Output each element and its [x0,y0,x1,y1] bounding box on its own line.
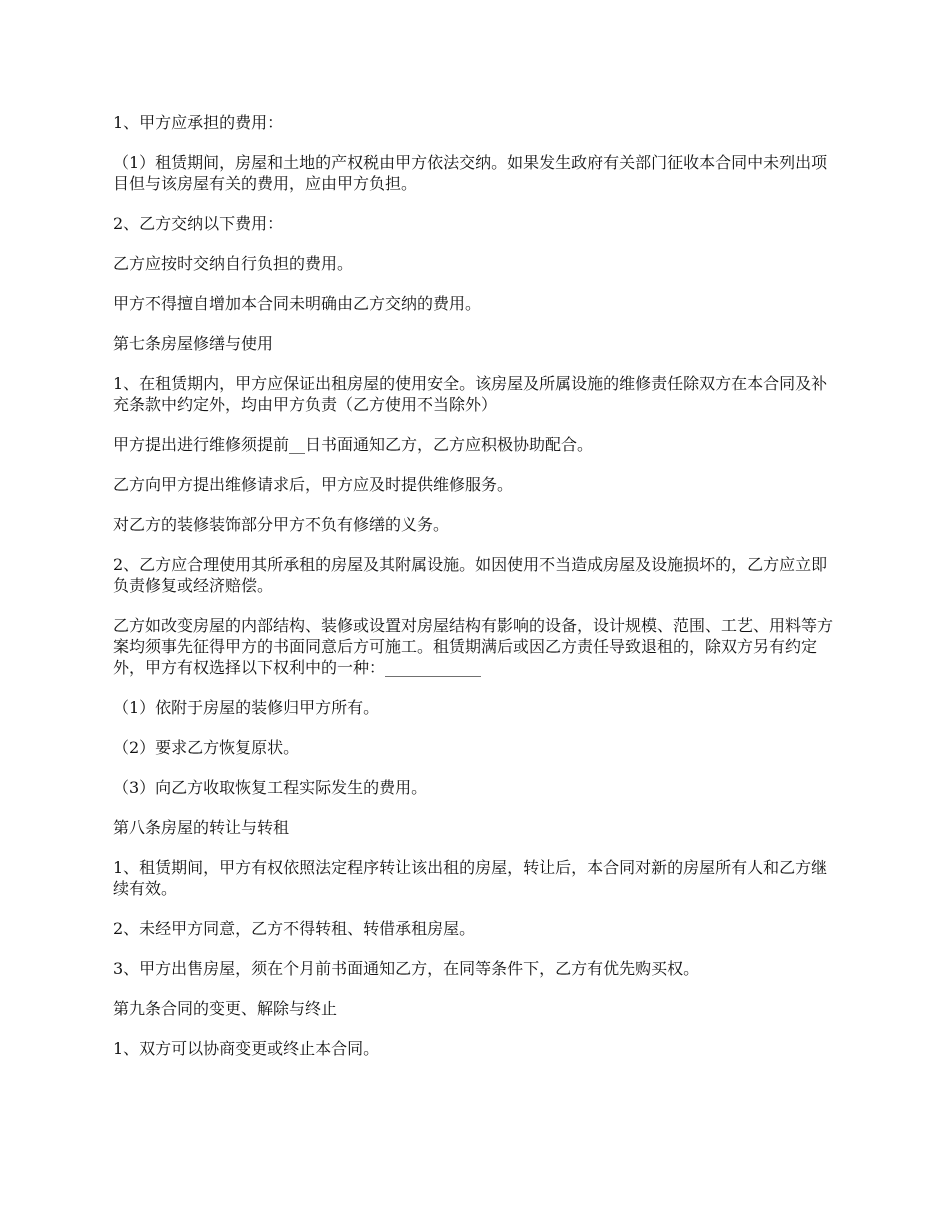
paragraph-proper-use: 2、乙方应合理使用其所承租的房屋及其附属设施。如因使用不当造成房屋及设施损坏的，乙方应立即负责修复或经济赔偿。 [113,555,828,595]
paragraph-expenses-party-a-heading: 1、甲方应承担的费用： [113,113,284,132]
paragraph-structural-changes: 乙方如改变房屋的内部结构、装修或设置对房屋结构有影响的设备，设计规模、范围、工艺、用料等方案均须事先征得甲方的书面同意后方可施工。租赁期满后或因乙方责任导致退租的，除双方另有约定外，甲方有权选择以下权利中的一种：____________ [113,616,834,677]
paragraph-option-1: （1）依附于房屋的装修归甲方所有。 [113,698,380,717]
paragraph-maintenance-responsibility: 1、在租赁期内，甲方应保证出租房屋的使用安全。该房屋及所属设施的维修责任除双方在本合同及补充条款中约定外，均由甲方负责（乙方使用不当除外） [113,374,828,414]
paragraph-option-3: （3）向乙方收取恢复工程实际发生的费用。 [113,778,428,797]
section-heading-article-9: 第九条合同的变更、解除与终止 [113,999,338,1018]
paragraph-maintenance-request: 乙方向甲方提出维修请求后，甲方应及时提供维修服务。 [113,475,514,494]
paragraph-mutual-termination: 1、双方可以协商变更或终止本合同。 [113,1039,380,1058]
document-body [113,112,841,1078]
paragraph-transfer-rights: 1、租赁期间，甲方有权依照法定程序转让该出租的房屋，转让后，本合同对新的房屋所有人和乙方继续有效。 [113,858,828,898]
section-heading-article-8: 第八条房屋的转让与转租 [113,818,290,837]
paragraph-no-sublease: 2、未经甲方同意，乙方不得转租、转借承租房屋。 [113,919,476,938]
paragraph-party-b-pay-on-time: 乙方应按时交纳自行负担的费用。 [113,254,354,273]
paragraph-decoration-exclusion: 对乙方的装修装饰部分甲方不负有修缮的义务。 [113,515,450,534]
paragraph-no-extra-fees: 甲方不得擅自增加本合同未明确由乙方交纳的费用。 [113,294,482,313]
paragraph-preemptive-right: 3、甲方出售房屋，须在个月前书面通知乙方，在同等条件下，乙方有优先购买权。 [113,959,700,978]
section-heading-article-7: 第七条房屋修缮与使用 [113,334,274,353]
paragraph-maintenance-notice: 甲方提出进行维修须提前__日书面通知乙方，乙方应积极协助配合。 [113,435,594,454]
paragraph-property-tax: （1）租赁期间，房屋和土地的产权税由甲方依法交纳。如果发生政府有关部门征收本合同中未列出项目但与该房屋有关的费用，应由甲方负担。 [113,153,828,193]
paragraph-option-2: （2）要求乙方恢复原状。 [113,738,300,757]
paragraph-expenses-party-b-heading: 2、乙方交纳以下费用： [113,214,284,233]
